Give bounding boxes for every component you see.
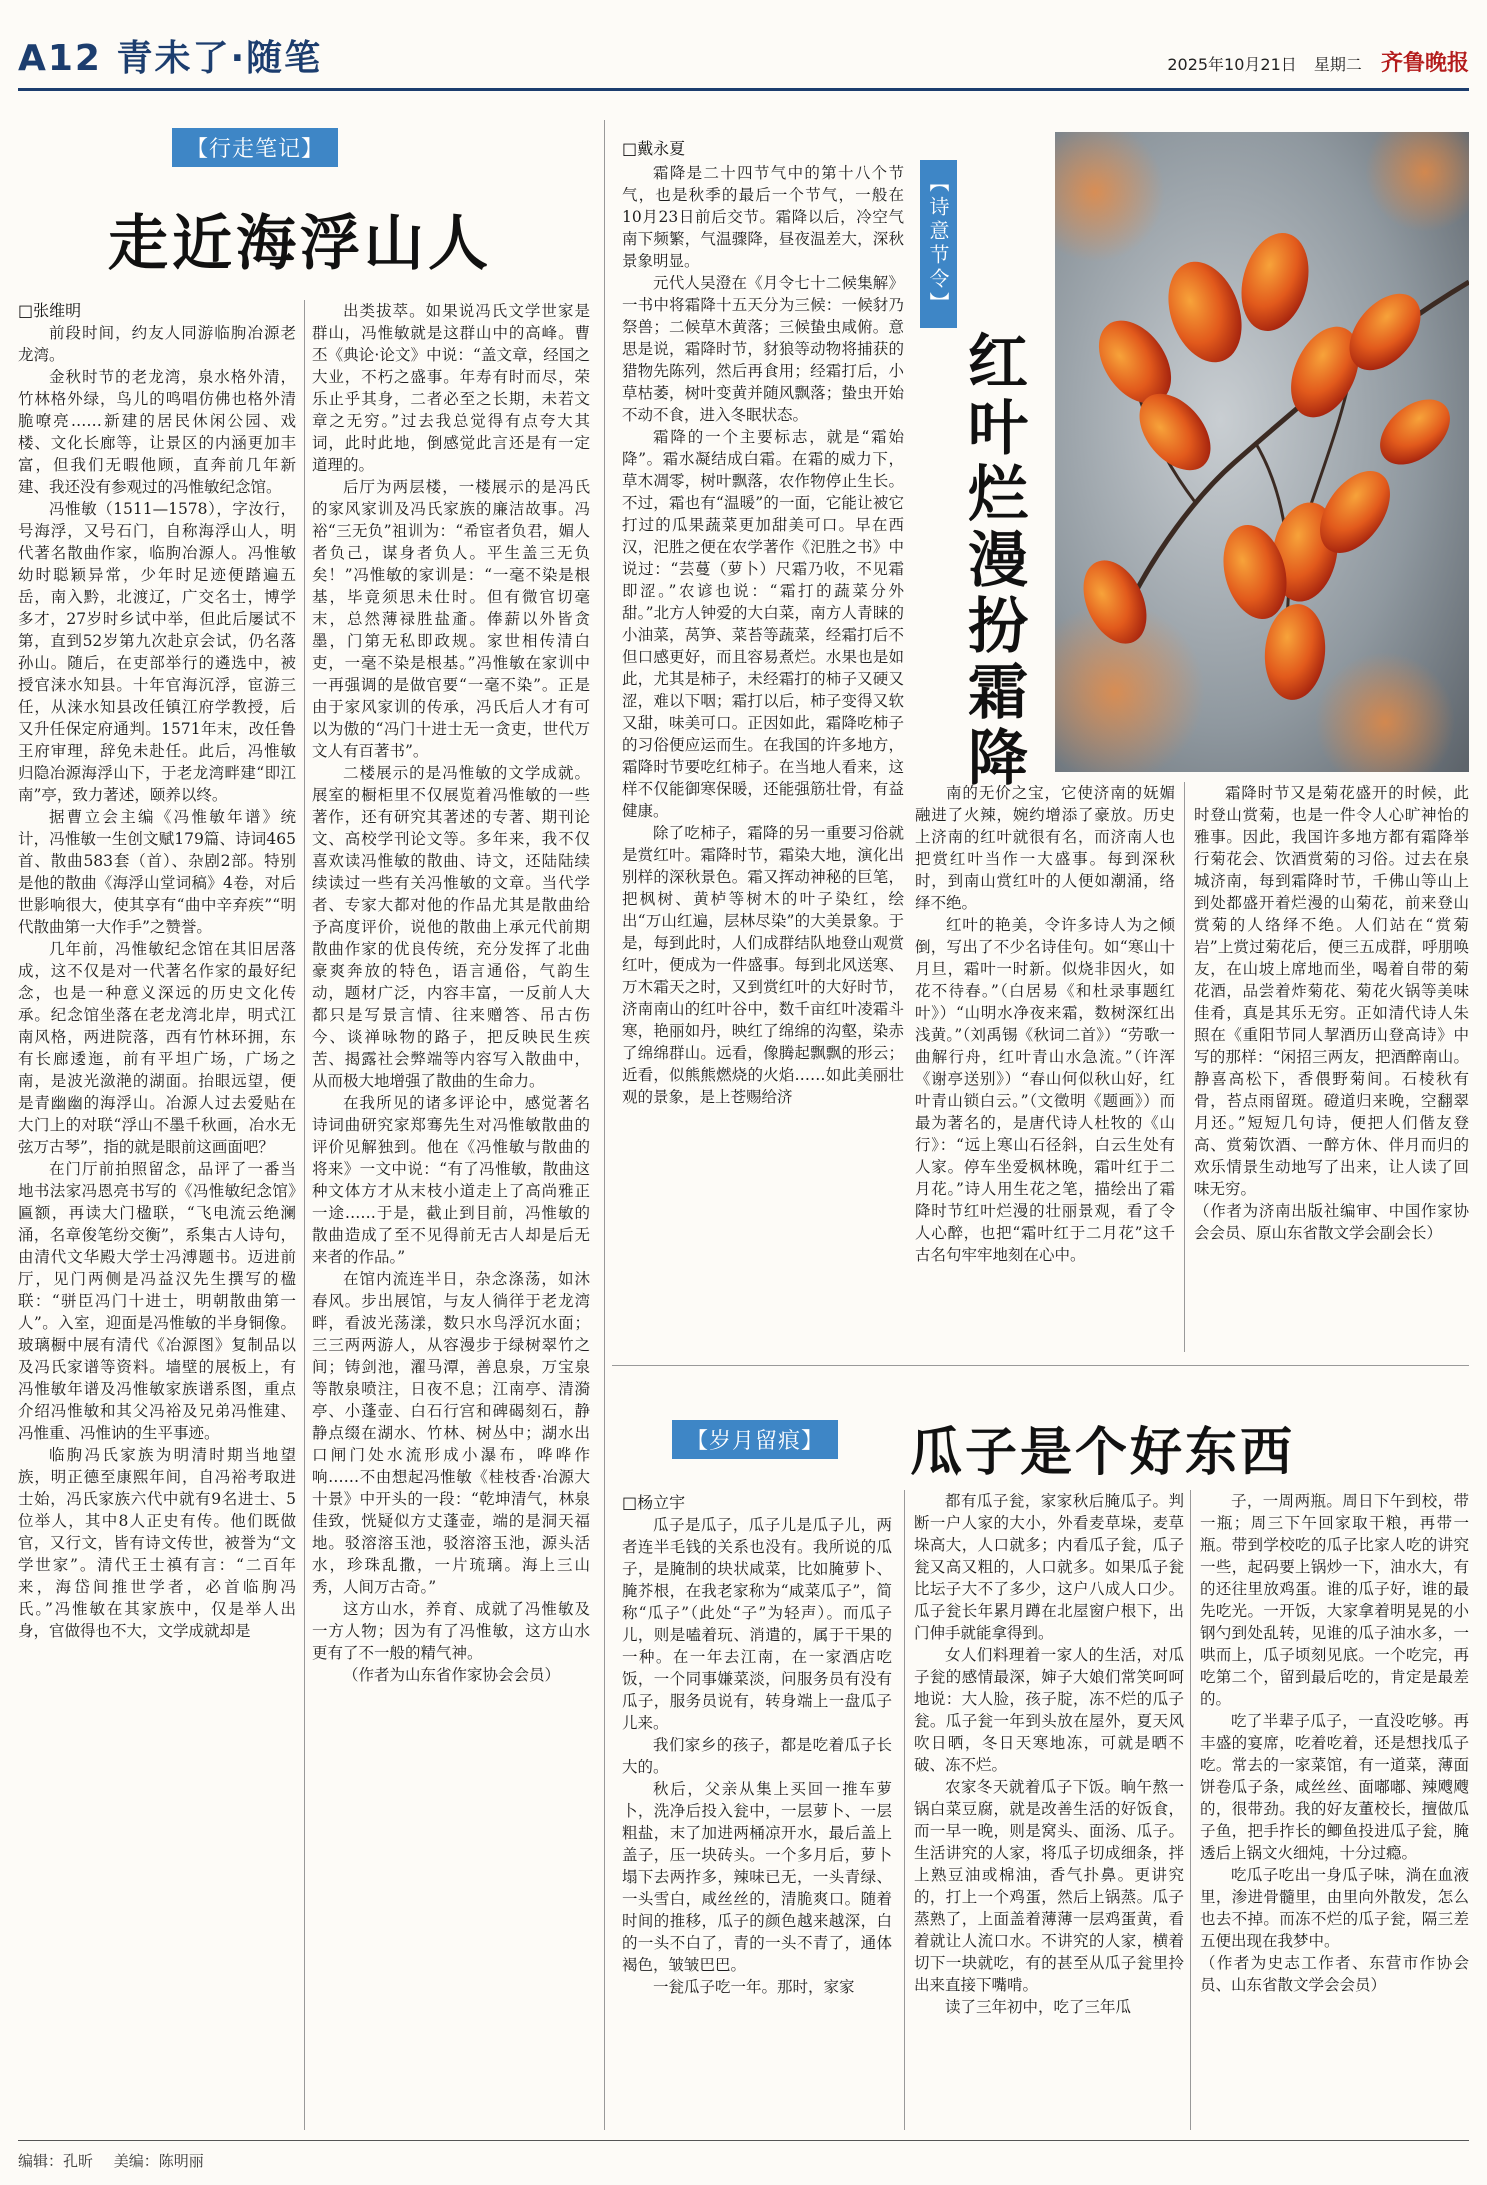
- article2-section-tag: 【诗意节令】: [920, 160, 957, 328]
- paragraph: 南的无价之宝，它使济南的妩媚融进了火辣，婉约增添了豪放。历史上济南的红叶就很有名，而济南人也把赏红叶当作一大盛事。每到深秋时，到南山赏红叶的人便如潮涌，络绎不绝。: [915, 784, 1175, 912]
- paragraph: 在馆内流连半日，杂念涤荡，如沐春风。步出展馆，与友人徜徉于老龙湾畔，看波光荡漾，数只水鸟浮沉水面；三三两两游人，从容漫步于绿树翠竹之间；铸剑池，濯马潭，善息泉，万宝泉等散泉喷注，日夜不息；江南亭、清漪亭、小蓬壶、白石行宫和碑碣刻石，静静点缀在湖水、竹林、树丛中；湖水出口闸门处水流形成小瀑布，哗哗作响……不由想起冯惟敏《桂枝香·冶源大十景》中开头的一段：“乾坤清气，林泉佳致，恍疑似方丈蓬壶，端的是洞天福地。驳溶溶玉池，驳溶溶玉池，源头活水，珍珠乱撒，一片琉璃。海上三山秀，人间万古奇。”: [312, 1270, 590, 1596]
- article2-byline: □戴永夏: [622, 139, 686, 158]
- paragraph: 二楼展示的是冯惟敏的文学成就。展室的橱柜里不仅展览着冯惟敏的一些著作，还有研究其著述的专著、期刊论文、高校学刊论文等。多年来，我不仅喜欢读冯惟敏的散曲、诗文，还陆陆续续读过一些有关冯惟敏的文章。当代学者、专家大都对他的作品尤其是散曲给予高度评价，说他的散曲上承元代前期散曲作家的优良传统，充分发挥了北曲豪爽奔放的特色，语言通俗，气韵生动，题材广泛，内容丰富，一反前人大都只是写景言情、往来赠答、吊古伤今、谈禅咏物的路子，把反映民生疾苦、揭露社会弊端等内容写入散曲中，从而极大地增强了散曲的生命力。: [312, 764, 590, 1090]
- article1-column-1: [18, 322, 296, 1642]
- paragraph: 前段时间，约友人同游临朐冶源老龙湾。: [18, 324, 296, 364]
- paragraph: （作者为济南出版社编审、中国作家协会会员、原山东省散文学会副会长）: [1194, 1202, 1469, 1242]
- paragraph: 秋后，父亲从集上买回一推车萝卜，洗净后投入瓮中，一层萝卜、一层粗盐，末了加进两桶凉开水，最后盖上盖子，压一块砖头。一个多月后，萝卜塌下去两拃多，辣味已无，一头青绿、一头雪白，咸丝丝的，清脆爽口。随着时间的推移，瓜子的颜色越来越深，白的一头不白了，青的一头不青了，通体褐色，皱皱巴巴。: [622, 1780, 892, 1974]
- paragraph: 在门厅前拍照留念，品评了一番当地书法家冯恩亮书写的《冯惟敏纪念馆》匾额，再读大门楹联，“飞电流云绝澜涌，名章俊笔纷交衡”，系集古人诗句，由清代文华殿大学士冯溥题书。迈进前厅，见门两侧是冯益汉先生撰写的楹联：“骈臣冯门十进士，明朝散曲第一人”。入室，迎面是冯惟敏的半身铜像。玻璃橱中展有清代《冶源图》复制品以及冯氏家谱等资料。墙壁的展板上，有冯惟敏年谱及冯惟敏家族谱系图，重点介绍冯惟敏和其父冯裕及兄弟冯惟建、冯惟重、冯惟讷的生平事迹。: [18, 1160, 296, 1442]
- article3-column-1: [622, 1514, 892, 1998]
- article2-column-1: [622, 162, 904, 1108]
- paragraph: 女人们料理着一家人的生活，对瓜子瓮的感情最深，婶子大娘们常笑呵呵地说：大人脸，孩子腚，冻不烂的瓜子瓮。瓜子瓮一年到头放在屋外，夏天风吹日晒，冬日天寒地冻，可就是晒不破、冻不烂。: [914, 1646, 1184, 1774]
- section-divider: [612, 1365, 1469, 1366]
- red-leaves-photo: [1055, 132, 1469, 772]
- footer-rule: [18, 2140, 1469, 2141]
- article1-byline: □张维明: [18, 301, 82, 320]
- paragraph: 吃了半辈子瓜子，一直没吃够。再丰盛的宴席，吃着吃着，还是想找瓜子吃。常去的一家菜馆，有一道菜，薄面饼卷瓜子条，咸丝丝、面嘟嘟、辣飕飕的，很带劲。我的好友董校长，擅做瓜子鱼，把手拃长的鲫鱼投进瓜子瓮，腌透后上锅文火细炖，十分过瘾。: [1200, 1712, 1469, 1862]
- paragraph: 吃瓜子吃出一身瓜子味，淌在血液里，渗进骨髓里，由里向外散发，怎么也去不掉。而冻不烂的瓜子瓮，隔三差五便出现在我梦中。: [1200, 1866, 1469, 1950]
- article2-column-2: [915, 782, 1175, 1266]
- issue-weekday: 星期二: [1313, 55, 1362, 74]
- article3-column-2: [914, 1490, 1184, 2018]
- masthead-info: [1167, 46, 1469, 77]
- issue-date: 2025年10月21日: [1167, 55, 1297, 74]
- article2-headline: 红叶烂漫扮霜降: [958, 330, 1028, 792]
- paragraph: 霜降是二十四节气中的第十八个节气，也是秋季的最后一个节气，一般在10月23日前后交节。霜降以后，冷空气南下频繁，气温骤降，昼夜温差大，深秋景象明显。: [622, 164, 904, 270]
- paragraph: 冯惟敏（1511—1578），字汝行，号海浮，又号石门，自称海浮山人，明代著名散曲作家，临朐冶源人。冯惟敏幼时聪颖异常，少年时足迹便踏遍五岳，南入黔，北渡辽，广交名士，博学多才，27岁时乡试中举，但此后屡试不第，直到52岁第九次赴京会试，仍名落孙山。随后，在吏部举行的遴选中，被授官涞水知县。十年官海沉浮，宦游三任，从涞水知县改任镇江府学教授，后又升任保定府通判。1571年末，改任鲁王府审理，辞免未赴任。此后，冯惟敏归隐冶源海浮山下，于老龙湾畔建“即江南”亭，致力著述，颐养以终。: [18, 500, 296, 804]
- column-divider: [1190, 1490, 1191, 2130]
- paragraph: 除了吃柿子，霜降的另一重要习俗就是赏红叶。霜降时节，霜染大地，演化出别样的深秋景色。霜又挥动神秘的巨笔，把枫树、黄栌等树木的叶子染红，绘出“万山红遍，层林尽染”的大美景象。于是，每到此时，人们成群结队地登山观赏红叶，便成为一件盛事。每到北风送寒、万木霜天之时，又到赏红叶的大好时节，济南南山的红叶谷中，数千亩红叶凌霜斗寒，艳丽如丹，映红了绵绵的沟壑，染赤了绵绵群山。远看，像腾起飘飘的形云；近看，似熊熊燃烧的火焰……如此美丽壮观的景象，是上苍赐给济: [622, 824, 904, 1106]
- paragraph: 金秋时节的老龙湾，泉水格外清，竹林格外绿，鸟儿的鸣唱仿佛也格外清脆嘹亮……新建的居民休闲公园、戏楼、文化长廊等，让景区的内涵更加丰富，但我们无暇他顾，直奔前几年新建、我还没有参观过的冯惟敏纪念馆。: [18, 368, 296, 496]
- paragraph: 据曹立会主编《冯惟敏年谱》统计，冯惟敏一生创文赋179篇、诗词465首、散曲583套（首）、杂剧2部。特别是他的散曲《海浮山堂词稿》4卷，对后世影响很大，使其享有“曲中辛弃疾”“明代散曲第一大作手”之赞誉。: [18, 808, 296, 936]
- article-divider: [604, 120, 605, 2130]
- paragraph: 霜降时节又是菊花盛开的时候，此时登山赏菊，也是一件令人心旷神怡的雅事。因此，我国许多地方都有霜降举行菊花会、饮酒赏菊的习俗。过去在泉城济南，每到霜降时节，千佛山等山上到处都盛开着烂漫的山菊花，前来登山赏菊的人络绎不绝。人们站在“赏菊岩”上赏过菊花后，便三五成群，呼朋唤友，在山坡上席地而坐，喝着自带的菊花酒，品尝着炸菊花、菊花火锅等美味佳肴，真是其乐无穷。正如清代诗人朱照在《重阳节同人挈酒历山登高诗》中写的那样：“闲招三两友，把酒醉南山。静喜高松下，香偎野菊间。石棱秋有骨，苔点雨留斑。磴道归来晚，空翻翠月还。”短短几句诗，便把人们偕友登高、赏菊饮酒、一醉方休、伴月而归的欢乐情景生动地写了出来，让人读了回味无穷。: [1194, 784, 1469, 1198]
- article3-byline: □杨立宇: [622, 1493, 686, 1512]
- paragraph: 元代人吴澄在《月令七十二候集解》一书中将霜降十五天分为三候：一候豺乃祭兽；二候草木黄落；三候蛰虫咸俯。意思是说，霜降时节，豺狼等动物将捕获的猎物先陈列，然后再食用；经霜打后，小草枯萎，树叶变黄并随风飘落；蛰虫开始不动不食，进入冬眠状态。: [622, 274, 904, 424]
- paragraph: （作者为山东省作家协会会员）: [343, 1666, 561, 1684]
- paragraph: 一瓮瓜子吃一年。那时，家家: [653, 1978, 855, 1996]
- paragraph: 这方山水，养育、成就了冯惟敏及一方人物；因为有了冯惟敏，这方山水更有了不一般的精气神。: [312, 1600, 590, 1662]
- article3-section-tag: 【岁月留痕】: [672, 1420, 838, 1459]
- newspaper-logo: 齐鲁晚报: [1380, 51, 1469, 76]
- column-divider: [904, 1490, 905, 2130]
- paragraph: 都有瓜子瓮，家家秋后腌瓜子。判断一户人家的大小，外看麦草垛，麦草垛高大，人口就多；内看瓜子瓮，瓜子瓮又高又粗的，人口就多。如果瓜子瓮比坛子大不了多少，这户八成人口少。瓜子瓮长年累月蹲在北屋窗户根下，出门伸手就能拿得到。: [914, 1492, 1184, 1642]
- paragraph: 几年前，冯惟敏纪念馆在其旧居落成，这不仅是对一代著名作家的最好纪念，也是一种意义深远的历史文化传承。纪念馆坐落在老龙湾北岸，明式江南风格，两进院落，西有竹林环拥，东有长廊逶迤，前有平坦广场，广场之南，是波光潋滟的湖面。抬眼远望，便是青幽幽的海浮山。冶源人过去爱贴在大门上的对联“浮山不墨千秋画，冶水无弦万古琴”，指的就是眼前这画面吧？: [18, 940, 296, 1156]
- editor-credit: 编辑：孔昕: [18, 2152, 94, 2170]
- column-divider: [1184, 782, 1185, 1352]
- paragraph: 瓜子是瓜子，瓜子儿是瓜子儿，两者连半毛钱的关系也没有。我所说的瓜子，是腌制的块状咸菜，比如腌萝卜、腌芥根，在我老家称为“咸菜瓜子”，简称“瓜子”（此处“子”为轻声）。而瓜子儿，则是嗑着玩、消遣的，属于干果的一种。在一年去江南，在一家酒店吃饭，一个同事嫌菜淡，问服务员有没有瓜子，服务员说有，转身端上一盘瓜子儿来。: [622, 1516, 892, 1732]
- paragraph: （作者为史志工作者、东营市作协会员、山东省散文学会会员）: [1200, 1954, 1469, 1994]
- paragraph: 子，一周两瓶。周日下午到校，带一瓶；周三下午回家取干粮，再带一瓶。带到学校吃的瓜子比家人吃的讲究一些，起码要上锅炒一下，油水大，有的还往里放鸡蛋。谁的瓜子好，谁的最先吃光。一开饭，大家拿着明晃晃的小钢勺到处乱转，见谁的瓜子油水多，一哄而上，瓜子顷刻见底。一个吃完，再吃第二个，留到最后吃的，肯定是最差的。: [1200, 1492, 1469, 1708]
- article1-section-tag: 【行走笔记】: [172, 128, 338, 167]
- article3-headline: 瓜子是个好东西: [910, 1423, 1296, 1483]
- paragraph: 我们家乡的孩子，都是吃着瓜子长大的。: [622, 1736, 892, 1776]
- article3-column-3: [1200, 1490, 1469, 1996]
- paragraph: 后厅为两层楼，一楼展示的是冯氏的家风家训及冯氏家族的廉洁故事。冯裕“三无负”祖训为：“希宦者负君，媚人者负己，谋身者负人。平生盖三无负矣！”冯惟敏的家训是：“一毫不染是根基，毕竟须思未仕时。但有微官切毫末，总然薄禄胜盐齑。俸薪以外皆贪墨，门第无私即政规。家世相传清白吏，一毫不染是根基。”冯惟敏在家训中一再强调的是做官要“一毫不染”。正是由于家风家训的传承，冯氏后人才有可以为傲的“冯门十进士无一贪吏，世代万文人有百著书”。: [312, 478, 590, 760]
- article2-column-3: [1194, 782, 1469, 1244]
- designer-credit: 美编：陈明丽: [113, 2152, 204, 2170]
- paragraph: 临朐冯氏家族为明清时期当地望族，明正德至康熙年间，自冯裕考取进士始，冯氏家族六代中就有9名进士、5位举人，其中8人正史有传。他们既做官，又行文，皆有诗文传世，被誉为“文学世家”。清代王士禛有言：“二百年来，海岱间推世学者，必首临朐冯氏。”冯惟敏在其家族中，仅是举人出身，官做得也不大，文学成就却是: [18, 1446, 296, 1640]
- article1-column-2: [312, 300, 590, 1686]
- paragraph: 读了三年初中，吃了三年瓜: [945, 1998, 1132, 2016]
- page-section-title: A12 青未了·随笔: [18, 38, 323, 79]
- paragraph: 出类拔萃。如果说冯氏文学世家是群山，冯惟敏就是这群山中的高峰。曹丕《典论·论文》中说：“盖文章，经国之大业，不朽之盛事。年寿有时而尽，荣乐止乎其身，二者必至之长期，未若文章之无穷。”过去我总觉得有点夸大其词，此时此地，倒感觉此言还是有一定道理的。: [312, 302, 590, 474]
- column-divider: [304, 300, 305, 2130]
- masthead-rule: [18, 88, 1469, 91]
- paragraph: 红叶的艳美，令许多诗人为之倾倒，写出了不少名诗佳句。如“寒山十月旦，霜叶一时新。似烧非因火，如花不待春。”（白居易《和杜录事题红叶》）“山明水净夜来霜，数树深红出浅黄。”（刘禹锡《秋词二首》）“劳歌一曲解行舟，红叶青山水急流。”（许浑《谢亭送别》）“春山何似秋山好，红叶青山锁白云。”（文徵明《题画》）而最为著名的，是唐代诗人杜牧的《山行》：“远上寒山石径斜，白云生处有人家。停车坐爱枫林晚，霜叶红于二月花。”诗人用生花之笔，描绘出了霜降时节红叶烂漫的壮丽景观，看了令人心醉，也把“霜叶红于二月花”这千古名句牢牢地刻在心中。: [915, 916, 1175, 1264]
- paragraph: 在我所见的诸多评论中，感觉著名诗词曲研究家郑骞先生对冯惟敏散曲的评价见解独到。他在《冯惟敏与散曲的将来》一文中说：“有了冯惟敏，散曲这种文体方才从末枝小道走上了高尚雅正一途……于是，截止到目前，冯惟敏的散曲造成了至不见得前无古人却是后无来者的作品。”: [312, 1094, 590, 1266]
- paragraph: 农家冬天就着瓜子下饭。晌午熬一锅白菜豆腐，就是改善生活的好饭食，而一早一晚，则是窝头、面汤、瓜子。生活讲究的人家，将瓜子切成细条，拌上熟豆油或棉油，香气扑鼻。更讲究的，打上一个鸡蛋，然后上锅蒸。瓜子蒸熟了，上面盖着薄薄一层鸡蛋黄，看着就让人流口水。不讲究的人家，横着切下一块就吃，有的甚至从瓜子瓮里拎出来直接下嘴啃。: [914, 1778, 1184, 1994]
- paragraph: 霜降的一个主要标志，就是“霜始降”。霜水凝结成白霜。在霜的威力下，草木凋零，树叶飘落，农作物停止生长。不过，霜也有“温暖”的一面，它能让被它打过的瓜果蔬菜更加甜美可口。早在西汉，汜胜之便在农学著作《汜胜之书》中说过：“芸蔓（萝卜）尺霜乃收，不见霜即涩。”农谚也说：“霜打的蔬菜分外甜。”北方人钟爱的大白菜，南方人青睐的小油菜，莴笋、菜苔等蔬菜，经霜打后不但口感更好，而且容易煮烂。水果也是如此，尤其是柿子，未经霜打的柿子又硬又涩，难以下咽；霜打以后，柿子变得又软又甜，味美可口。正因如此，霜降吃柿子的习俗便应运而生。在我国的许多地方，霜降时节要吃红柿子。在当地人看来，这样不仅能御寒保暖，还能强筋壮骨，有益健康。: [622, 428, 904, 820]
- article1-headline: 走近海浮山人: [108, 209, 492, 279]
- red-leaves-image: [1055, 132, 1469, 772]
- page-footer: [18, 2150, 204, 2171]
